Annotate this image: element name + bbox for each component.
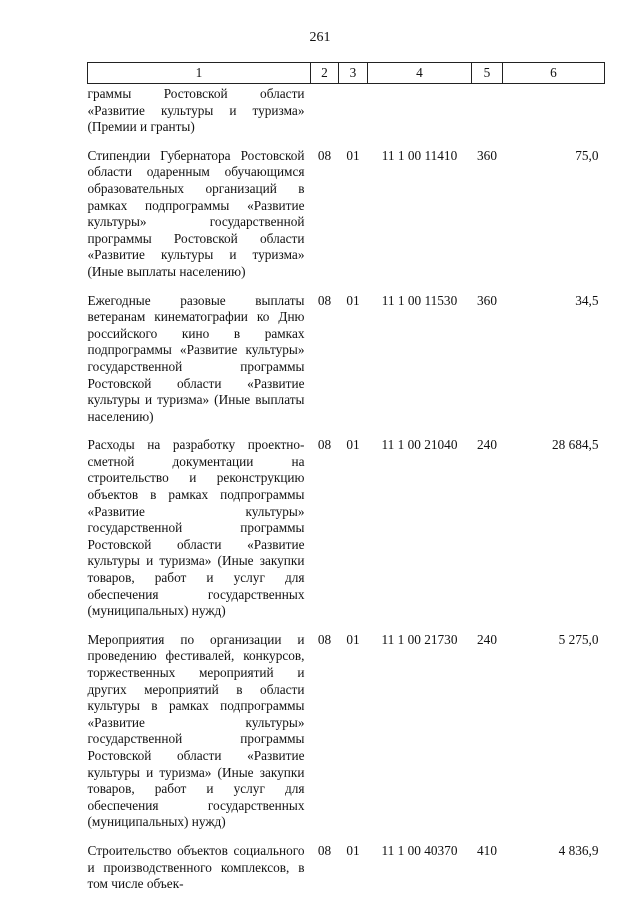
table-row [88,843,605,893]
header-col-3: 3 [339,63,368,84]
row-amount: 34,5 [575,292,599,308]
row-section: 08 [317,292,332,308]
row-name: Строительство объектов социального и производственного комплексов, в том числе объек- [87,842,305,892]
row-target-code: 11 1 00 11530 [381,292,458,308]
row-subsection: 01 [346,147,360,163]
row-expense-type: 360 [477,147,497,163]
row-expense-type: 240 [477,631,497,647]
table-header-row [88,63,605,84]
row-section [311,84,339,148]
header-col-1: 1 [88,63,311,84]
row-section: 08 [317,842,332,858]
row-section: 08 [317,631,332,647]
row-subsection [339,84,368,148]
header-col-6: 6 [503,63,605,84]
row-amount: 75,0 [575,147,599,163]
header-col-5: 5 [472,63,503,84]
row-amount: 28 684,5 [551,437,599,453]
row-subsection: 01 [346,437,360,453]
row-target-code: 11 1 00 21730 [381,631,458,647]
table-row [88,293,605,438]
table-row [88,632,605,843]
row-target-code: 11 1 00 40370 [381,842,458,858]
row-expense-type: 410 [477,842,497,858]
table-row [88,84,605,148]
row-amount: 5 275,0 [558,631,599,647]
row-section: 08 [317,437,332,453]
budget-table [87,62,605,893]
row-expense-type: 360 [477,292,497,308]
row-name: Мероприятия по организации и проведению фестивалей, конкурсов, торжественных мероприятий и других мероприятий в области культуры в рамках подпрограммы «Развитие культуры» государственной программы Ростовской области «Развитие культуры и туризма» (Иные закупки товаров, работ и услуг для обеспечения государственных (муниципальных) нужд) [87,631,305,830]
header-col-4: 4 [368,63,472,84]
page-number: 261 [309,30,331,45]
row-name: Ежегодные разовые выплаты ветеранам кинематографии ко Дню российского кино в рамках подпрограммы «Развитие культуры» государственной программы Ростовской области «Развитие культуры и туризма» (Иные выплаты населению) [87,292,305,424]
row-section: 08 [317,147,332,163]
row-subsection: 01 [346,631,360,647]
header-col-2: 2 [311,63,339,84]
row-subsection: 01 [346,842,360,858]
row-name: Расходы на разработку проектно-сметной документации на строительство и реконструкцию объектов в рамках подпрограммы «Развитие культуры» государственной программы Ростовской области «Развитие культуры и туризма» (Иные закупки товаров, работ и услуг для обеспечения государственных (муниципальных) нужд) [87,437,305,619]
row-expense-type: 240 [477,437,497,453]
table-row [88,437,605,632]
row-name: Стипендии Губернатора Ростовской области одаренным обучающимся образовательных организаций в рамках подпрограммы «Развитие культуры» государственной программы Ростовской области «Развитие культуры и туризма» (Иные выплаты населению) [87,147,305,279]
table-row [88,148,605,293]
row-target-code: 11 1 00 11410 [381,147,458,163]
row-target-code [368,84,472,148]
row-subsection: 01 [346,292,360,308]
row-name: граммы Ростовской области «Развитие культуры и туризма» (Премии и гранты) [87,86,305,135]
row-expense-type [472,84,503,148]
row-amount: 4 836,9 [558,842,599,858]
row-amount [503,84,605,148]
row-target-code: 11 1 00 21040 [381,437,458,453]
